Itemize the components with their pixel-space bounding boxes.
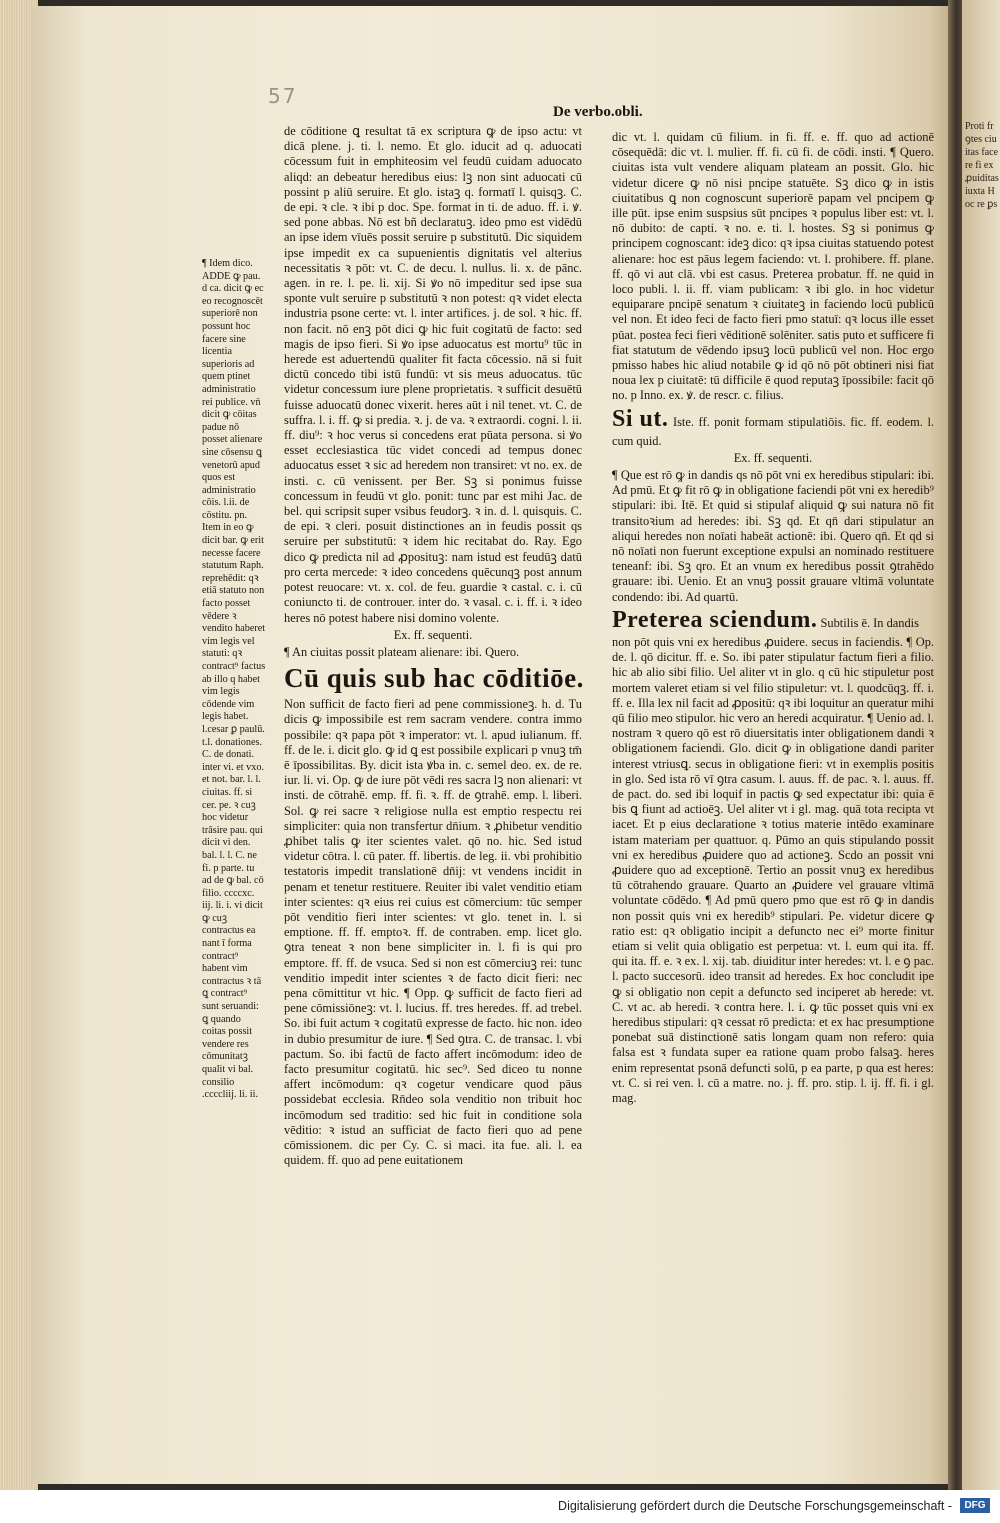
lemma-note: Subtilis ē. In dandis [820,615,919,630]
text-column-left [284,124,582,1168]
paragraph: non pōt quis vni ex heredibus ꝓuidere. secus in faciendis. ¶ Op. de. l. qō dicitur. ff. e. So. ibi pater stipulatur factum fieri a filio. hic ab alio sibi filio. Uel aliter vt in glo. q cū hic stipuletur post mortem valeret etiam si vel filio stipuletur: vt. l. quodcūqꝫ. ff. i. ff. e. Illa lex nil facit ad ꝓpositū: qꝛ ibi loquitur an queratur mihi qū filio meo stipulor. hic vero an heredi acquiratur. ¶ Uenio ad. l. nostram ꝛ quero qō est rō diuersitatis inter obligationem dandi ꝛ obligationem faciendi. Glo. dicit ꝙ in obligatione dandi pariter interest vtriusꝗ. secus in obligatione fieri: vt in exemplis positis in glo. Sed ista rō vī ꝯtra casum. l. auus. ff. de pac. ꝛ. l. auus. ff. de pact. do. sed ibi loquif in pactis ꝙ sed expectatur ibi: quia ē bis ꝗ fiunt ad actioēꝫ. Uel aliter vt i gl. mag. quā tota recipta vt iacet. Et p eius declaratione ꝛ totius materie intēdo examinare istam materiam per quattuor. q. Pūmo an quis stipulando possit vni ex heredibus ꝓuidere quo ad actioneꝫ. Scdo an possit vni ꝓuidere quo ad exceptionē. Tertio an possit vnuꝫ ex heredibus tū cōtrahendo grauare. Quarto an ꝓuidere vel grauare vltimā voluntate cōdēdo. ¶ Ad pmū quero pmo que est rō ꝙ in dandis non possit quis vni ex heredib⁹ stipulari. Pe. videtur dicere ꝙ ratio est: qꝛ obligatio incipit a defuncto nec ei⁹ morte finitur etiam si velit quia obligatio est perpetua: vt. l. eum qui ita. ff. qui ita. ff. e. ꝛ ex. l. xij. tab. diuiditur inter heredes: vt. l. e ꝯ pac. l. pacto succesorū. ideo transit ad heredes. Ex hoc concludit ipe ꝙ si obligatio non cepit a defuncto sed inciperet ab herede: vt. C. vt ac. ab heredi. ꝛ contra here. l. i. ꝙ tūc posset quis vni ex heredibus stipulari: qꝛ cessat rō predicta: et ex hac presumptione ponebat suā distinctionē satis longam quam non refero: quia falsa est ꝛ fundata super ea ratione quam probo falsaꝫ. heres enim representat psonā defuncti solū, p ea parte, p qua est heres: vt. C. si rei ven. l. cū a matre. no. j. ff. pro. stip. l. ij. ff. fi. i gl. mag. [612,634,934,1105]
lemma-line [612,605,934,635]
text-column-right [612,130,934,1106]
footer-bar [0,1490,1000,1523]
section-heading: Cū quis sub hac cōditiōe. [284,663,584,694]
cross-reference: Ex. ff. sequenti. [393,627,473,642]
lemma-note: Iste. ff. ponit formam stipulatiōis. fic. ff. eodem. l. cum quid. [612,414,934,448]
summary-line: ¶ An ciuitas possit plateam alienare: ibi. Quero. [284,644,520,659]
margin-note-text: ¶ Idem dico. ADDE ꝙ pau. d ca. dicit ꝙ ec eo recognoscēt superiorē non possunt hoc facere sine licentia superioris ad quem ptinet administratio rei publice. vn̄ dicit ꝙ cōitas padue nō posset alienare sine cōsensu ꝗ venetorū apud quos est administratio cōis. l.ii. de cōstitu. pn. Item in eo ꝙ dicit bar. ꝙ erit necesse facere statutum Raph. reprehēdit: qꝛ etiā statuto non facto posset vēdere ꝛ vendito haberet vim legis vel statuti: qꝛ contract⁹ factus ab illo q habet vim legis cōdende vim legis habet. l.cesar ꝑ paulū. t.l. donationes. C. de donati. inter vi. et vxo. et not. bar. l. l. ciuitas. ff. si cer. pe. ꝛ cuꝫ hoc videtur trāsire pau. qui dicit vi den. bal. l. l. C. ne fi. p parte. tu ad de ꝙ bal. cō filio. ccccxc. iij. li. i. vi dicit ꝙ cuꝫ contractus ea nant ī forma contract⁹ habent vim contractus ꝛ tā ꝗ contract⁹ sunt seruandi: ꝗ quando coitas possit vendere res cōmunitatꝫ qualit vi bal. consilio .ccccliij. li. ii. [202,258,266,1101]
paragraph: de cōditione ꝗ resultat tā ex scriptura ꝙ de ipso actu: vt dicā plene. j. ti. l. nemo. Et glo. iducit ad q. aduocati cōcessum fuit in emphiteosim vel feudū cuidam aduocato aliqd: an debeatur heredibus eius: lꝫ non sint aduocati cū possint p aliū seruire. Et glo. istaꝫ q. formatī l. quisqꝫ. C. de epi. ꝛ cle. ꝛ ibi p doc. Spe. format in ti. de aduo. ff. i. ꝟ. sed pone abbas. Nō est bñ declaratuꝫ. ideo pmo est vidēdū an ipse idem vīuēs possit seruire p substitutū. Dic siquidem ipse impedit ex ca supuenientis dignitatis vel alterius necessitatis ꝛ pōt: vt. C. de decu. l. nullus. li. x. de pānc. agen. in re. l. pe. li. xij. Si ꝟo nō impeditur sed ipse sua sponte vult seruire p substitutū ꝛ non potest: qꝛ videt electa industria psone certe: vt. l. inter artifices. j. de sol. ꝛ hic. ff. non facit. nō enꝫ pōt dici ꝙ hic fuit cogitatū de facto: sed magis de ipso fieri. Si ꝟo ipse aduocatus est mortu⁹ tūc in herede est aduertendū qualiter fit facta cōcessio. nā si fuit dictū concedo tibi istū fundū: vt sis meus aduocatus. tūc videtur concessum iure plene proprietatis. ꝛ sufficit desuētū fuisse aduocatū donec vixerit. heres aūt i nil tenet. vt. C. de suffra. l. i. ff. ꝙ si predia. ꝛ. j. de va. ꝛ extraordi. cogni. l. ii. ff. diu⁹: ꝛ hoc verus si concedens erat pūata persona. si ꝟo esset ecclesiastica tūc videt concedi ad tempus donec aduocatus esset ꝛ sic ad heredem non transiret: vt no. ex. de insti. c. cū venissent. per Ber. Sꝫ si ponimus fuisse concessum in feudū vt glo. ponit: tunc par est mihi Jac. de bel. qui scripsit super vsibus feudorꝫ. ꝛ in. d. l. quisquis. C. de epi. ꝛ cleri. posuit distinctiones an in feudis possit qs seruire per substitutū: ꝛ idem hic recitabat do. Ray. Ego dico ꝙ predicta nil ad ꝓposituꝫ: nam istud est feudūꝫ datū pro certa mercede: ꝛ ideo concedens quēcunqꝫ post annum potest reuocare: vt. x. col. de feu. guardie ꝛ castal. c. i. cū coniuncto ti. de controuer. inter do. ꝛ vasal. c. i. ff. i. ꝛ ideo heres nō potest habere nisi domino volente. [284,124,582,625]
facing-page-text: Proti frꝯtes ciuitas facere fi ex ꝓuiditas iuxta Hoc re ꝑs [965,121,999,210]
lemma-heading: Si ut. [612,405,669,432]
cross-reference: Ex. ff. sequenti. [733,450,813,465]
paragraph: Non sufficit de facto fieri ad pene commissioneꝫ. h. d. Tu dicis ꝙ impossibile est rem sacram vendere. contra immo possibile: qꝛ papa pōt ꝛ imperator: vt. l. apud iulianum. ff. ff. de le. i. dicit glo. ꝙ id ꝗ est possibile explicari p vnuꝫ tm̄ ē īpossibilitas. By. dicit ista ꝟba in. c. semel deo. ex. de re. iur. li. vi. Op. ꝙ de iure pōt vēdi res sacra lꝫ non alienari: vt insti. de cōtrahē. emp. ff. fi. ꝛ. ff. de ꝯtrahē. emp. l. liberi. Sol. ꝙ rei sacre ꝛ religiose nulla est emptio respectu rei simpliciter: quia non transfertur dn̄ium. ꝛ ꝓhibetur venditio ꝓhibet talis ꝙ iter scientes valet. qō no. hic. Sed istud videtur cōtra. l. cū pater. ff. libertis. de leg. ii. vbi prohibitio testatoris impedit translationē dn̄ij: vt vendens incidit in penam et tenetur restituere. Reuiter ibi valet venditio etiam inter scientes: qꝛ eius rei cuius est cōmercium: tūc semper pōt venditio fieri inter scientes: vt glo. tenet in. l. si emptione. ff. ff. emptoꝛ. ff. de contraben. emp. licet glo. ꝯtra teneat ꝛ non bene simpliciter in. l. fi is qui pro emptore. ff. ff. de vsuca. Sed si non est cōmerciuꝫ rei: tunc venditio impedit inter scientes ꝛ de facto dicit fieri: nec pena cōmittitur vt hic. ¶ Opp. ꝙ sufficit de facto fieri ad pene cōmissiōneꝫ: vt. l. lucius. ff. tres heredes. ff. ad trebel. So. ibi fuit actum ꝛ cogitatū expresse de facto. hic non. ideo in dubio presumitur de iure. ¶ Sed ꝯtra. C. de transac. l. vbi pactum. So. ibi factū de facto affert incōmodum: ideo de facto presumitur cogitatū. hic sec⁹. Sed diceo tu nonne affert incōmodum: qꝛ cogetur vendicare quod pāus possidebat ecclesia. Rn̄deo sola venditio non tribuit hoc incōmodum sed traditio: sed hic fuit in conditione sola vēditio: ꝛ istud an sufficiat de facto fieri quo ad pene cōmissionem. dic per Cy. C. si maci. ita fue. ali. l. ea quidem. ff. quo ad pene euitationem [284,697,582,1168]
margin-note [202,258,266,1102]
dfg-logo: DFG [960,1498,990,1513]
running-head: De verbo.obli. [553,104,643,120]
funding-credit: Digitalisierung gefördert durch die Deutsche Forschungsgemeinschaft - [558,1499,952,1513]
lemma-line [612,404,934,449]
pencil-folio-mark: 57 [268,84,298,108]
paragraph: dic vt. l. quidam cū filium. in fi. ff. e. ff. quo ad actionē cōsequēdā: dic vt. l. mulier. ff. fi. cū fi. de cōdi. insti. ¶ Quero. ciuitas ista vult vendere aliquam plateam an possit. Glo. hic videtur dicere ꝙ nō nisi pncipe statuēte. Sꝫ dico ꝙ in istis ciuitatibus ꝗ non cognoscunt superiorē papam vel pncipem ꝙ ille pūt. ipse enim suspsius sūt pncipes ꝛ populus liber est: vt. l. nō dubito: de capti. ꝛ no. e. ti. l. hostes. Sꝫ si ponimus ꝙ principem cognoscant: ideꝫ dico: qꝛ ipsa ciuitas statuendo potest alienare: hoc est pāus legem faciendo: vt. l. prohibere. ff. plane. ff. qō vi aut clā. vbi est casus. Preterea probatur. ff. ne quid in loco publi. l. ii. ff. viam publicam: ꝛ ibi glo. in hoc videtur equiparare pncipē senatum ꝛ ciuitateꝫ in faciendo locū publicū vel non. Et ideo feci de facto fieri pmo statuī: qꝛ locus ille esset pūat. postea feci fieri vēditionē solēniter. satis puto et sufficere fi fiat statutum de vēdendo ipsuꝫ locū publicū vel non. Hoc ergo pmisso habes hic aliud notabile ꝙ id qō nō pōt obtineri nisi fiat noua lex p ciuitatē: tū difficile ē quod reputaꝫ īpossibile: facit qō no. p Inno. ex. ꝟ. de rescr. c. filius. [612,130,934,403]
facing-page-edge [962,0,1000,1490]
paragraph: ¶ Que est rō ꝙ in dandis qs nō pōt vni ex heredibus stipulari: ibi. Ad pmū. Et ꝙ fit rō ꝙ in obligatione faciendi pōt vni ex heredib⁹ stipulari: ibi. Itē. Et quid si stipulaf aliquid ꝙ sui natura nō fit transitoꝛium ad heredes: ibi. Sꝫ qd. Et qn̄ dari stipulatur an aliqui heredes non noīati habeāt actionē: ibi. Quero qn̄. Et qd si nō noīati non fuerunt exceptione expulsi an nominado restituere teneanf: ibi. Sꝫ qro. Et an vnum ex heredibus possit ꝯtrahēdo grauare: ibi. Uenio. Et an vnuꝫ possit grauare vltimā voluntate condendo: ibi. Ad quartū. [612,468,934,604]
section-heading: Preterea sciendum. [612,606,818,633]
